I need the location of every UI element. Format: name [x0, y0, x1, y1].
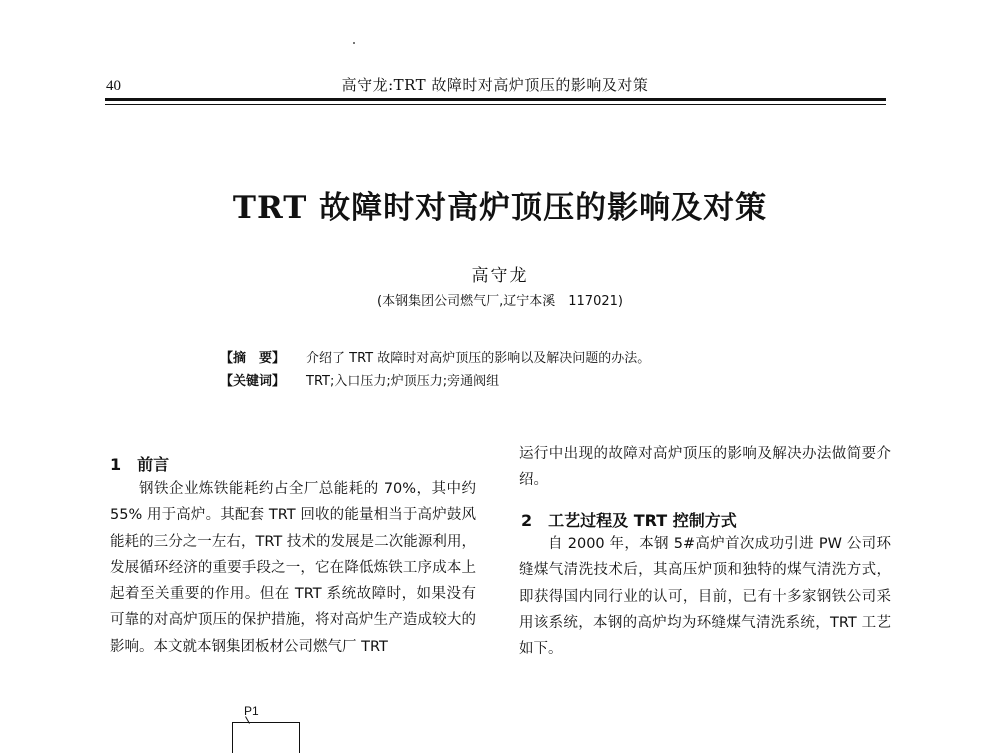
section-1-paragraph: 钢铁企业炼铁能耗约占全厂总能耗的 70%，其中约 55% 用于高炉。其配套 TRT 回收的能量相当于高炉鼓风能耗的三分之一左右，TRT 技术的发展是二次能源利用，发展循环经济的重要手段之一，它在降低炼铁工序成本上起着至关重要的作用。但在 TRT 系统故障时，如果没有可靠的对高炉顶压的保护措施，将对高炉生产造成较大的影响。本文就本钢集团板材公司燃气厂 TRT: [110, 481, 476, 655]
section-2-paragraph: 自 2000 年，本钢 5#高炉首次成功引进 PW 公司环缝煤气清洗技术后，其高压炉顶和独特的煤气清洗方式，即获得国内同行业的认可，目前，已有十多家钢铁公司采用该系统，本钢的高炉均为环缝煤气清洗系统，TRT 工艺如下。: [519, 536, 891, 658]
figure-diagram-box: [232, 722, 300, 753]
keywords-row: [220, 370, 499, 389]
header-rule-thick: [105, 98, 886, 101]
author-affiliation: (本钢集团公司燃气厂,辽宁本溪 117021): [377, 294, 623, 309]
section-1-heading: 1 前言: [110, 455, 170, 474]
abstract-label: 【摘 要】: [220, 351, 286, 366]
article-title: TRT 故障时对高炉顶压的影响及对策: [232, 190, 768, 226]
running-title: 高守龙:TRT 故障时对高炉顶压的影响及对策: [341, 76, 649, 94]
page-number: 40: [106, 78, 121, 94]
header-rule-thin: [105, 104, 886, 105]
keywords-text: TRT;入口压力;炉顶压力;旁通阀组: [306, 374, 500, 389]
article-author: 高守龙: [471, 266, 529, 286]
scan-speck: [353, 42, 355, 44]
keywords-label: 【关键词】: [220, 374, 286, 389]
section-2-heading: 2 工艺过程及 TRT 控制方式: [521, 511, 737, 530]
abstract-row: [220, 347, 650, 366]
section-1-body: [110, 476, 476, 660]
figure-p1-label: P1: [244, 704, 259, 718]
section-1-continued-paragraph: 运行中出现的故障对高炉顶压的影响及解决办法做简要介绍。: [519, 446, 891, 489]
section-2-body: [519, 531, 891, 662]
section-1-continued: [519, 441, 891, 494]
abstract-text: 介绍了 TRT 故障时对高炉顶压的影响以及解决问题的办法。: [306, 351, 651, 366]
